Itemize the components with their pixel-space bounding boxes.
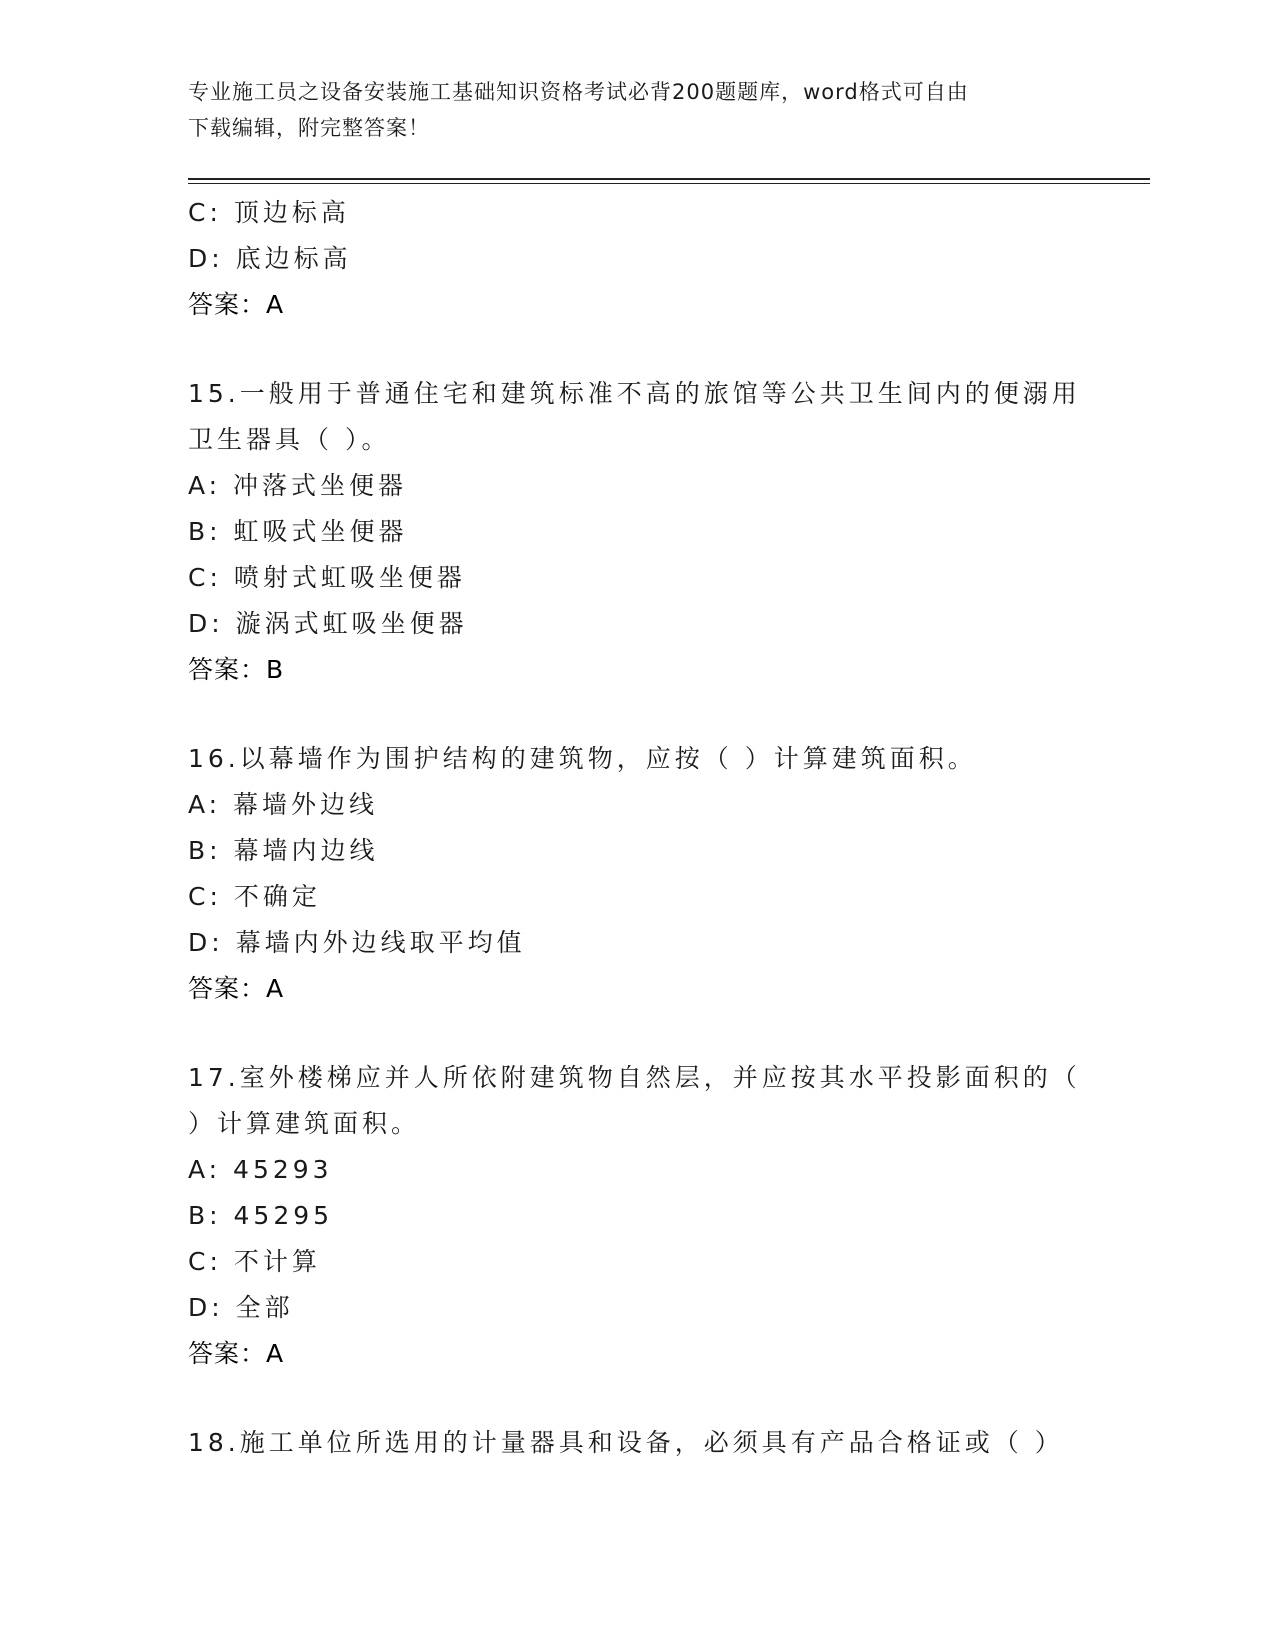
question-text-line-1: 16.以幕墙作为围护结构的建筑物，应按（ ）计算建筑面积。 <box>188 744 977 773</box>
answer-line: 答案：A <box>188 974 285 1003</box>
option-c <box>188 555 1088 601</box>
option-label: D: <box>188 1293 224 1322</box>
question-18 <box>188 1420 1088 1466</box>
option-label: B: <box>188 836 222 865</box>
option-label: C: <box>188 563 222 592</box>
option-text: 虹吸式坐便器 <box>233 517 408 546</box>
option-text: 幕墙内边线 <box>233 836 379 865</box>
question-text-line-1: 15.一般用于普通住宅和建筑标准不高的旅馆等公共卫生间内的便溺用 <box>188 379 1081 408</box>
option-b <box>188 1193 1088 1239</box>
question-17 <box>188 1055 1088 1377</box>
option-label: D: <box>188 244 224 273</box>
header-rule-thin <box>188 183 1150 184</box>
question-16 <box>188 736 1088 1012</box>
option-c <box>188 874 1088 920</box>
option-label: C: <box>188 1247 222 1276</box>
option-d <box>188 920 1088 966</box>
option-label: C: <box>188 882 222 911</box>
option-text: 漩涡式虹吸坐便器 <box>235 609 468 638</box>
option-d <box>188 1285 1088 1331</box>
header-rule-thick <box>188 178 1150 180</box>
question-text-line-2: ）计算建筑面积。 <box>188 1109 421 1138</box>
option-a <box>188 1147 1088 1193</box>
option-text: 顶边标高 <box>233 198 350 227</box>
header-line-2: 下载编辑，附完整答案！ <box>188 116 430 140</box>
option-text: 全部 <box>235 1293 294 1322</box>
document-header <box>188 74 1068 146</box>
option-b <box>188 509 1088 555</box>
option-label: D: <box>188 928 224 957</box>
answer-line: 答案：B <box>188 655 285 684</box>
option-a <box>188 463 1088 509</box>
prev-question-block <box>188 190 1088 328</box>
option-d <box>188 601 1088 647</box>
option-label: D: <box>188 609 224 638</box>
header-line-1: 专业施工员之设备安装施工基础知识资格考试必背200题题库，word格式可自由 <box>188 80 969 104</box>
option-label: A: <box>188 790 222 819</box>
option-label: A: <box>188 1155 222 1184</box>
answer-line: 答案：A <box>188 1339 285 1368</box>
option-text: 不确定 <box>233 882 321 911</box>
option-text: 喷射式虹吸坐便器 <box>233 563 466 592</box>
question-text-line-2: 卫生器具（ ）。 <box>188 425 391 454</box>
option-label: B: <box>188 1201 222 1230</box>
option-label: B: <box>188 517 222 546</box>
option-text: 冲落式坐便器 <box>233 471 408 500</box>
question-15 <box>188 371 1088 693</box>
option-text: 底边标高 <box>235 244 352 273</box>
option-text: 45295 <box>233 1201 334 1230</box>
question-text-line-1: 18.施工单位所选用的计量器具和设备，必须具有产品合格证或（ ） <box>188 1428 1064 1457</box>
option-label: C: <box>188 198 222 227</box>
option-a <box>188 782 1088 828</box>
option-d <box>188 236 1088 282</box>
question-text-line-1: 17.室外楼梯应并人所依附建筑物自然层，并应按其水平投影面积的（ <box>188 1063 1081 1092</box>
option-text: 45293 <box>233 1155 333 1184</box>
question-list <box>188 190 1088 1466</box>
option-label: A: <box>188 471 222 500</box>
answer-line: 答案：A <box>188 290 285 319</box>
option-c <box>188 190 1088 236</box>
option-text: 不计算 <box>233 1247 321 1276</box>
option-c <box>188 1239 1088 1285</box>
option-b <box>188 828 1088 874</box>
option-text: 幕墙内外边线取平均值 <box>235 928 526 957</box>
option-text: 幕墙外边线 <box>233 790 379 819</box>
